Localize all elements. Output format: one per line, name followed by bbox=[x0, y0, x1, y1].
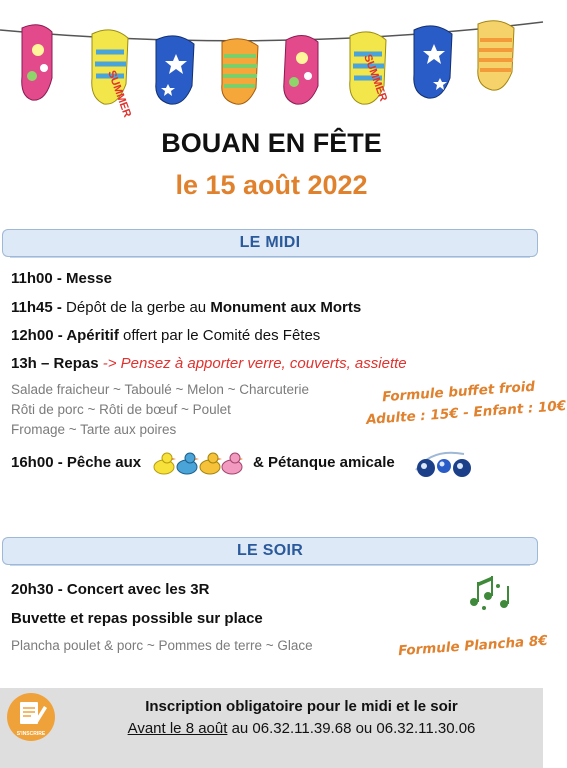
program-item-peche: 16h00 - Pêche aux bbox=[11, 454, 142, 471]
program-item-repas: 13h – Repas -> Pensez à apporter verre, couverts, assiette bbox=[11, 355, 407, 372]
formula-buffet-title: Formule buffet froid bbox=[381, 378, 536, 406]
sandal-blue-stars-1 bbox=[156, 36, 194, 104]
svg-text:SUMMER: SUMMER bbox=[105, 68, 134, 119]
menu-line-2: Rôti de porc ~ Rôti de bœuf ~ Poulet bbox=[11, 402, 231, 417]
section-banner-soir bbox=[10, 537, 530, 565]
program-item-messe: 11h00 - Messe bbox=[11, 270, 112, 287]
program-item-concert: 20h30 - Concert avec les 3R bbox=[11, 581, 210, 598]
menu-line-1: Salade fraicheur ~ Taboulé ~ Melon ~ Charcuterie bbox=[11, 382, 310, 397]
garland-string bbox=[0, 22, 543, 41]
sandal-yellow-summer-1 bbox=[92, 30, 133, 119]
registration-phones: au 06.32.11.39.68 ou 06.32.11.30.06 bbox=[227, 720, 476, 737]
section-label-soir: LE SOIR bbox=[236, 542, 304, 559]
section-banner-midi bbox=[10, 229, 530, 257]
registration-contact bbox=[60, 720, 543, 737]
section-label-midi: LE MIDI bbox=[239, 234, 301, 251]
program-item-gerbe: 11h45 - Dépôt de la gerbe au Monument aux Morts bbox=[11, 299, 362, 316]
sandal-yellow-summer-2 bbox=[350, 32, 389, 104]
petanque-balls-icon bbox=[412, 444, 476, 482]
soir-menu-line: Plancha poulet & porc ~ Pommes de terre ~ Glace bbox=[11, 638, 313, 653]
sandal-stripes-1 bbox=[222, 39, 258, 104]
program-item-aperitif: 12h00 - Apéritif offert par le Comité des Fêtes bbox=[11, 327, 321, 344]
menu-line-3: Fromage ~ Tarte aux poires bbox=[11, 422, 177, 437]
svg-text:SUMMER: SUMMER bbox=[361, 52, 390, 103]
register-badge-label: S'INSCRIRE bbox=[16, 731, 46, 737]
registration-notice: Inscription obligatoire pour le midi et le soir bbox=[145, 698, 458, 715]
program-item-petanque: & Pétanque amicale bbox=[253, 454, 395, 471]
formula-buffet-prices: Adulte : 15€ - Enfant : 10€ bbox=[365, 398, 567, 428]
sandal-pink-2 bbox=[284, 35, 318, 104]
event-title: BOUAN EN FÊTE bbox=[161, 128, 382, 158]
event-date: le 15 août 2022 bbox=[175, 170, 368, 200]
sandal-pink-1 bbox=[22, 25, 52, 100]
sandal-stripes-2 bbox=[478, 21, 514, 90]
registration-deadline: Avant le 8 août bbox=[127, 720, 228, 737]
registration-footer bbox=[0, 688, 543, 768]
flipflop-garland-illustration bbox=[0, 0, 543, 119]
formula-plancha: Formule Plancha 8€ bbox=[397, 632, 549, 660]
music-notes-icon bbox=[466, 572, 514, 612]
rubber-ducks-icon bbox=[152, 450, 244, 476]
sandal-blue-stars-2 bbox=[414, 26, 452, 98]
program-item-buvette: Buvette et repas possible sur place bbox=[11, 610, 263, 627]
